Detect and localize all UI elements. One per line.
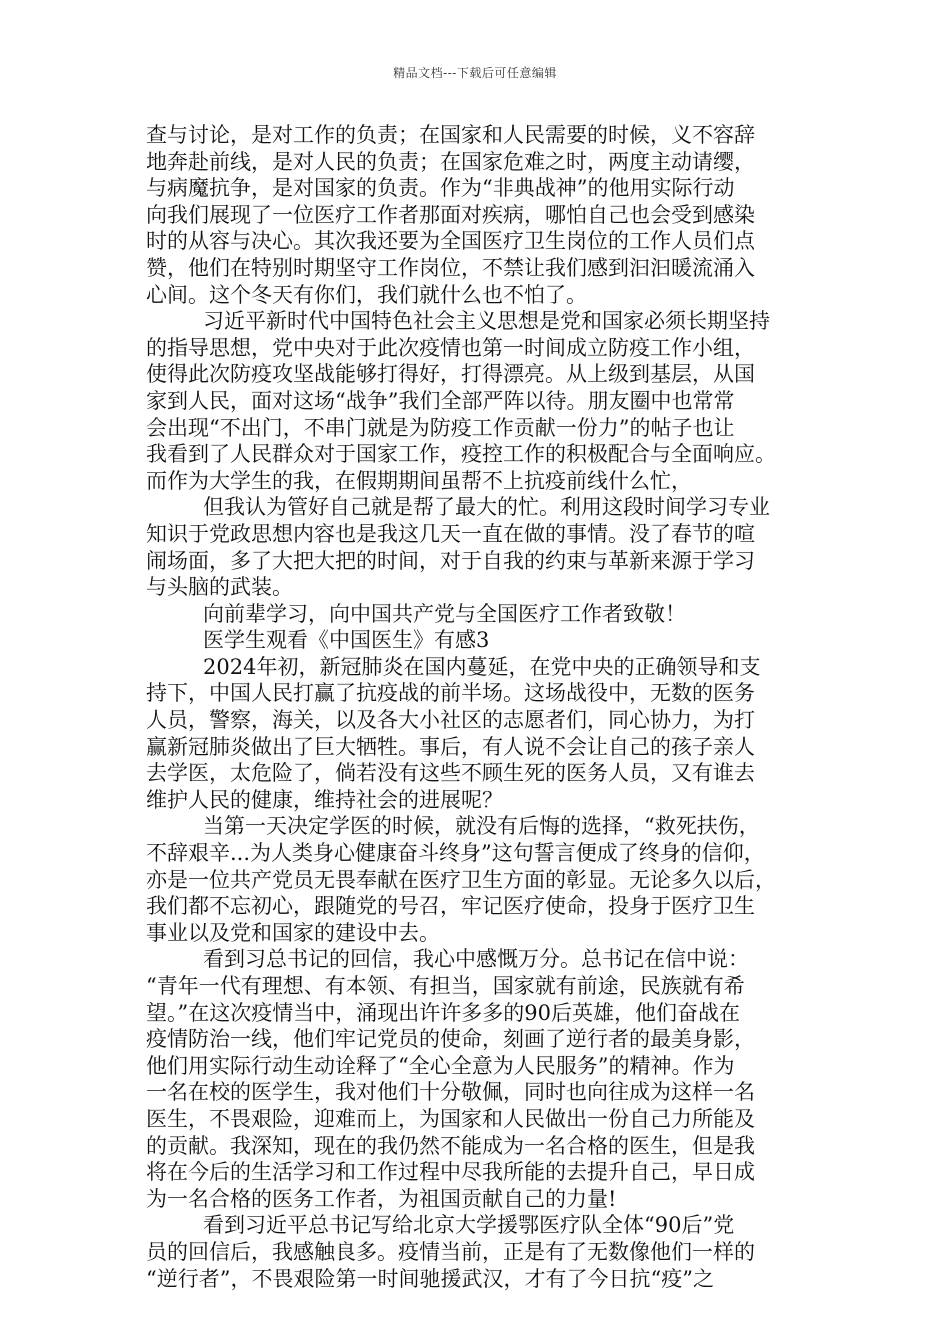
text-line: 的指导思想，党中央对于此次疫情也第一时间成立防疫工作小组， [146,335,755,360]
text-line: 亦是一位共产党员无畏奉献在医疗卫生方面的彰显。无论多久以后， [146,867,776,892]
text-line: “青年一代有理想、有本领、有担当，国家就有前途，民族就有希 [146,974,745,998]
text-line: 向前辈学习，向中国共产党与全国医疗工作者致敬！ [203,601,686,626]
text-line: 将在今后的生活学习和工作过程中尽我所能的去提升自己，早日成 [146,1160,755,1185]
text-line: 去学医，太危险了，倘若没有这些不顾生死的医务人员，又有谁去 [146,761,755,786]
text-line: 员的回信后，我感触良多。疫情当前，正是有了无数像他们一样的 [146,1239,755,1264]
text-line: 为一名合格的医务工作者，为祖国贡献自己的力量! [146,1186,617,1211]
text-line: 习近平新时代中国特色社会主义思想是党和国家必须长期坚持 [203,309,770,334]
text-line: 闹场面，多了大把大把的时间，对于自我的约束与革新来源于学习 [146,548,755,573]
text-line: 事业以及党和国家的建设中去。 [146,920,440,945]
text-line: 一名在校的医学生，我对他们十分敬佩，同时也向往成为这样一名 [146,1080,755,1105]
text-line: 看到习总书记的回信，我心中感慨万分。总书记在信中说： [203,947,749,972]
text-line: 心间。这个冬天有你们，我们就什么也不怕了。 [146,282,587,307]
text-line: 家到人民，面对这场“战争”我们全部严阵以待。朋友圈中也常常 [146,388,735,413]
text-line: 我看到了人民群众对于国家工作，疫控工作的积极配合与全面响应。 [146,442,776,467]
text-line: 与病魔抗争，是对国家的负责。作为“非典战神”的他用实际行动 [146,176,735,201]
text-line: 的贡献。我深知，现在的我仍然不能成为一名合格的医生，但是我 [146,1133,755,1158]
text-line: 人员，警察，海关，以及各大小社区的志愿者们，同心协力，为打 [146,708,755,733]
text-line: 而作为大学生的我，在假期期间虽帮不上抗疫前线什么忙， [146,468,692,493]
text-line: 不辞艰辛...为人类身心健康奋斗终身”这句誓言便成了终身的信仰， [146,841,765,866]
text-line: 时的从容与决心。其次我还要为全国医疗卫生岗位的工作人员们点 [146,229,755,254]
text-line: 医学生观看《中国医生》有感3 [203,628,490,653]
text-line: 他们用实际行动生动诠释了“全心全意为人民服务”的精神。作为 [146,1053,735,1078]
text-line: 维护人民的健康，维持社会的进展呢？ [146,787,503,812]
text-line: 查与讨论，是对工作的负责；在国家和人民需要的时候，义不容辞 [146,123,755,147]
page-header: 精品文档---下载后可任意编辑 [393,66,557,80]
text-line: 疫情防治一线，他们牢记党员的使命，刻画了逆行者的最美身影， [146,1027,755,1052]
text-line: 但我认为管好自己就是帮了最大的忙。利用这段时间学习专业 [203,495,770,520]
text-line: 会出现“不出门，不串门就是为防疫工作贡献一份力”的帖子也让 [146,415,735,440]
text-line: 当第一天决定学医的时候，就没有后悔的选择，“救死扶伤， [203,814,760,839]
text-line: 我们都不忘初心，跟随党的号召，牢记医疗使命，投身于医疗卫生 [146,894,755,919]
text-line: 望。”在这次疫情当中，涌现出许许多多的90后英雄，他们奋战在 [146,1000,740,1025]
text-line: 看到习近平总书记写给北京大学援鄂医疗队全体“90后”党 [203,1213,735,1238]
text-line: “逆行者”，不畏艰险第一时间驰援武汉，才有了今日抗“疫”之 [146,1266,714,1291]
text-line: 持下，中国人民打赢了抗疫战的前半场。这场战役中，无数的医务 [146,681,755,706]
text-line: 赞，他们在特别时期坚守工作岗位，不禁让我们感到汩汩暖流涌入 [146,255,755,280]
text-line: 知识于党政思想内容也是我这几天一直在做的事情。没了春节的喧 [146,521,755,546]
text-line: 地奔赴前线，是对人民的负责；在国家危难之时，两度主动请缨， [146,149,755,174]
text-line: 与头脑的武装。 [146,575,293,600]
text-line: 医生，不畏艰险，迎难而上，为国家和人民做出一份自己力所能及 [146,1106,755,1131]
document-body [146,122,806,1292]
text-line: 使得此次防疫攻坚战能够打得好，打得漂亮。从上级到基层，从国 [146,362,755,387]
text-line: 向我们展现了一位医疗工作者那面对疾病，哪怕自己也会受到感染 [146,202,755,227]
text-line: 2024年初，新冠肺炎在国内蔓延，在党中央的正确领导和支 [203,654,761,679]
text-line: 赢新冠肺炎做出了巨大牺牲。事后，有人说不会让自己的孩子亲人 [146,734,755,759]
